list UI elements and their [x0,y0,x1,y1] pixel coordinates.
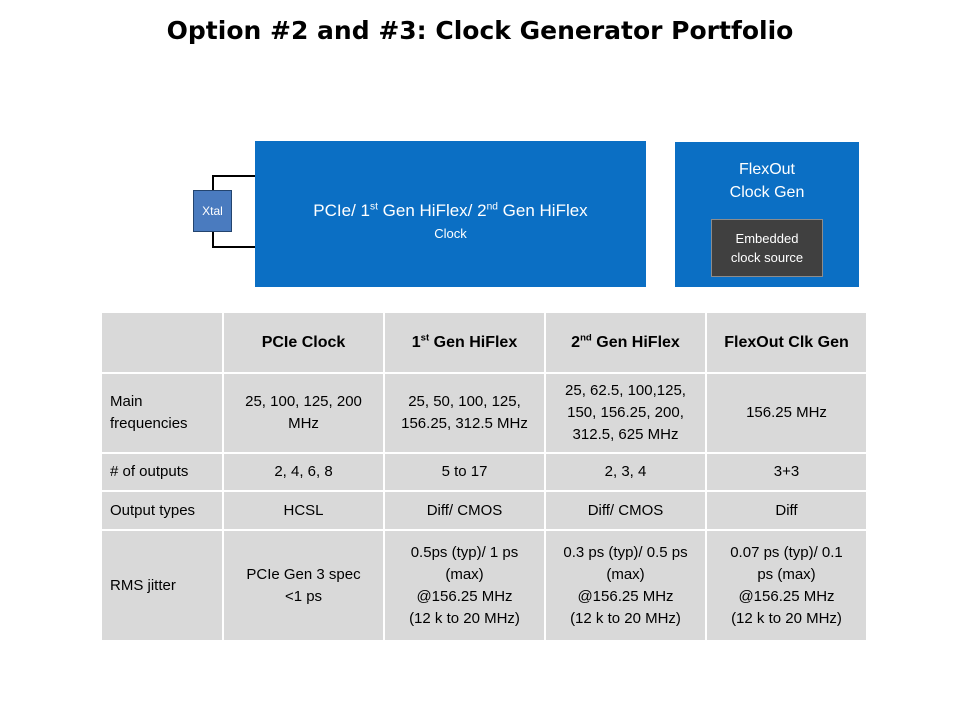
header-1st-gen-hiflex: 1st Gen HiFlex [384,312,545,373]
header-flexout-clk-gen: FlexOut Clk Gen [706,312,867,373]
clock-block-subtitle: Clock [434,226,467,241]
header-pcie-clock: PCIe Clock [223,312,384,373]
table-row [101,491,867,530]
table-body [101,373,867,641]
xtal-box [193,190,232,232]
row-label: Output types [101,491,223,530]
xtal-label: Xtal [202,204,223,218]
row-label: RMS jitter [101,530,223,641]
table-cell: Diff [706,491,867,530]
xtal-wire-top-horizontal [212,175,255,177]
table-cell: 25, 62.5, 100,125, 150, 156.25, 200, 312.5, 625 MHz [545,373,706,453]
table-cell: 2, 3, 4 [545,453,706,491]
table-header-row [101,312,867,373]
table-cell: 25, 50, 100, 125, 156.25, 312.5 MHz [384,373,545,453]
clock-block [255,141,646,287]
table-row [101,373,867,453]
table-cell: 156.25 MHz [706,373,867,453]
table-cell: 2, 4, 6, 8 [223,453,384,491]
table-cell: Diff/ CMOS [545,491,706,530]
table-cell: 3+3 [706,453,867,491]
xtal-wire-bottom-vertical [212,231,214,247]
clock-block-title: PCIe/ 1st Gen HiFlex/ 2nd Gen HiFlex [313,201,588,220]
slide-title: Option #2 and #3: Clock Generator Portfolio [166,16,794,45]
flexout-block [675,142,859,287]
table-cell: 0.5ps (typ)/ 1 ps (max) @156.25 MHz (12 k to 20 MHz) [384,530,545,641]
flexout-block-title: FlexOut Clock Gen [729,161,805,201]
table-cell: 5 to 17 [384,453,545,491]
row-label: # of outputs [101,453,223,491]
table-cell: 0.3 ps (typ)/ 0.5 ps (max) @156.25 MHz (12 k to 20 MHz) [545,530,706,641]
xtal-wire-bottom-horizontal [212,246,255,248]
table-cell: 25, 100, 125, 200 MHz [223,373,384,453]
row-label: Main frequencies [101,373,223,453]
table-cell: PCIe Gen 3 spec <1 ps [223,530,384,641]
table-cell: Diff/ CMOS [384,491,545,530]
embedded-clock-source-box: Embedded clock source [711,219,823,277]
table-row [101,530,867,641]
header-empty [101,312,223,373]
xtal-wire-top-vertical [212,175,214,191]
header-2nd-gen-hiflex: 2nd Gen HiFlex [545,312,706,373]
table-cell: HCSL [223,491,384,530]
table-row [101,453,867,491]
table-cell: 0.07 ps (typ)/ 0.1 ps (max) @156.25 MHz (12 k to 20 MHz) [706,530,867,641]
comparison-table [100,311,868,642]
